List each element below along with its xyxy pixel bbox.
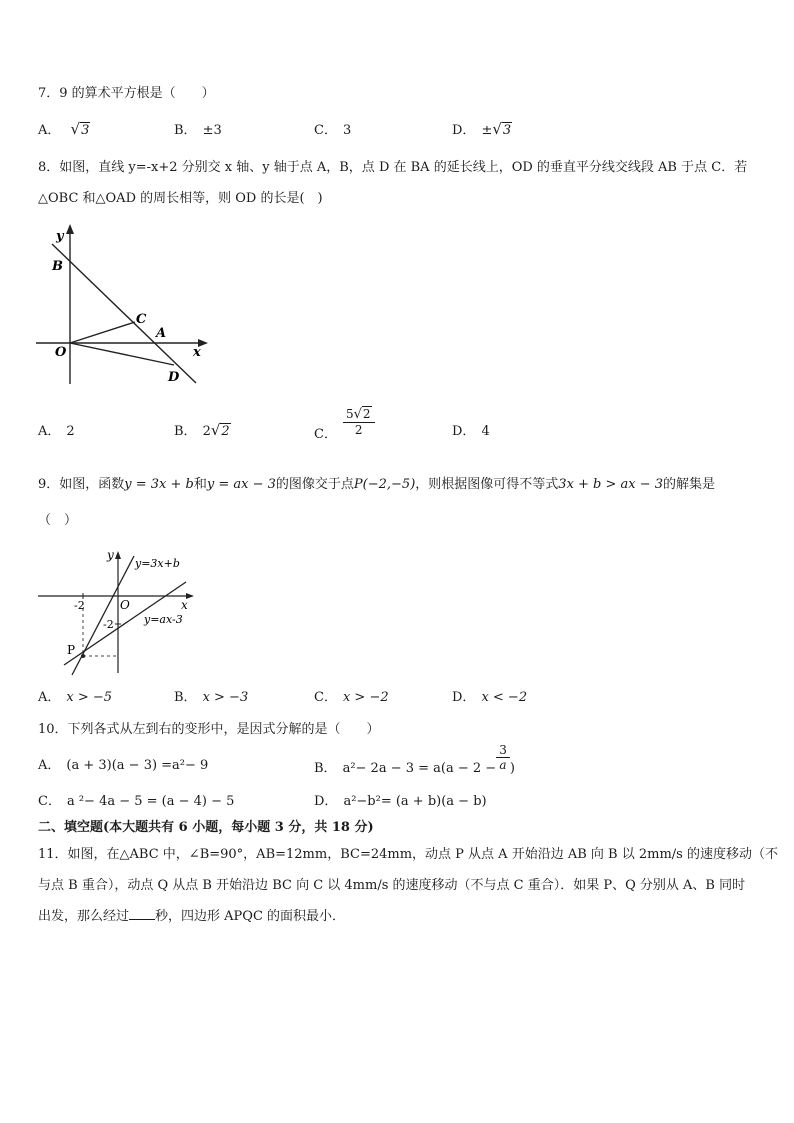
section-title: 二、填空题(本大题共有 6 小题，每小题 3 分，共 18 分) — [38, 820, 374, 835]
q8-option-a: A． 2 — [38, 424, 75, 439]
sqrt-symbol: √3 — [70, 120, 90, 138]
q8-y-arrow — [66, 224, 74, 234]
q10-stem: 10．下列各式从左到右的变形中，是因式分解的是（ ） — [38, 722, 380, 737]
q9-label-minus2-y: -2 — [103, 618, 114, 631]
q9-label-f2: y=ax-3 — [144, 613, 183, 626]
q10-option-a: A． (a + 3)(a − 3) =a²− 9 — [38, 758, 209, 773]
q8-label-y: y — [56, 229, 64, 244]
q8-stem-line2: △OBC 和△OAD 的周长相等，则 OD 的长是( ) — [38, 191, 323, 206]
q8-label-c: C — [136, 312, 147, 327]
q8-stem-line1: 8．如图，直线 y=-x+2 分别交 x 轴、y 轴于点 A，B，点 D 在 BA 的延长线上，OD 的垂直平分线交线段 AB 于点 C．若 — [38, 160, 748, 175]
q9-option-b: B． x > −3 — [174, 690, 249, 705]
q8-segment-oc — [70, 322, 135, 343]
sqrt-symbol: √2 — [210, 421, 230, 439]
q9-line-3x-plus-b — [72, 556, 134, 675]
q9-label-p: P — [67, 643, 76, 657]
q9-y-arrow — [115, 551, 121, 559]
q9-label-y: y — [107, 548, 114, 562]
q7-stem: 7．9 的算术平方根是（ ） — [38, 86, 215, 101]
q9-label-minus2-x: -2 — [74, 599, 85, 612]
q9-option-c: C． x > −2 — [314, 690, 389, 705]
q11-line3: 出发，那么经过 秒，四边形 APQC 的面积最小． — [38, 909, 346, 924]
q8-label-d: D — [168, 370, 180, 385]
q9-label-o: O — [120, 598, 130, 612]
q7-options — [38, 119, 758, 139]
q9-option-a: A． x > −5 — [38, 690, 113, 705]
q9-options — [38, 686, 758, 706]
q10-option-d: D． a²−b²= (a + b)(a − b) — [314, 794, 487, 809]
q8-label-a: A — [156, 326, 167, 341]
fraction: $\frac{3}{a}$ — [496, 744, 510, 772]
q9-option-d: D． x < −2 — [452, 690, 528, 705]
q10-options-row1 — [38, 743, 758, 776]
q7-option-a: A． √3 — [38, 120, 90, 138]
q9-label-x: x — [181, 598, 188, 612]
q8-options — [38, 407, 758, 443]
q8-line-bd — [52, 244, 196, 383]
q8-option-c: C． $\frac{5√2}{2}$ — [314, 408, 375, 437]
q11-line2: 与点 B 重合），动点 Q 从点 B 开始沿边 BC 向 C 以 4mm/s 的速度移动（不与点 C 重合）．如果 P、Q 分别从 A、B 同时 — [38, 878, 746, 893]
q8-label-o: O — [55, 345, 67, 360]
q10-option-c: C． a ²− 4a − 5 = (a − 4) − 5 — [38, 794, 235, 809]
q10-option-b: B． a²− 2a − 3 = a(a − 2 − $\frac{3}{a}$ ) — [314, 743, 515, 776]
q8-option-b: B． 2√2 — [174, 421, 230, 439]
q8-option-d: D． 4 — [452, 424, 490, 439]
answer-blank[interactable] — [129, 907, 155, 920]
q10-options-row2 — [38, 790, 758, 810]
q7-option-d: D． ±√3 — [452, 120, 512, 138]
q9-figure — [36, 548, 201, 678]
q11-line1: 11．如图，在△ABC 中，∠B=90°，AB=12mm，BC=24mm，动点 P 从点 A 开始沿边 AB 向 B 以 2mm/s 的速度移动（不 — [38, 847, 778, 862]
sqrt-symbol: √3 — [492, 120, 512, 138]
q9-stem: 9．如图，函数y = 3x + b和y = ax − 3的图像交于点P(−2,−5)，则根据图像可得不等式3x + b > ax − 3的解集是 — [38, 477, 716, 492]
q9-label-f1: y=3x+b — [135, 557, 180, 570]
q7-option-b: B． ±3 — [174, 123, 222, 138]
fraction: $\frac{5√2}{2}$ — [343, 408, 375, 437]
q8-label-x: x — [193, 345, 201, 360]
q9-paren: （ ） — [38, 513, 78, 528]
q9-point-p — [81, 654, 85, 658]
q8-figure — [36, 222, 216, 388]
q7-option-c: C． 3 — [314, 123, 352, 138]
sqrt-symbol: √2 — [353, 407, 371, 422]
q8-label-b: B — [52, 259, 63, 274]
